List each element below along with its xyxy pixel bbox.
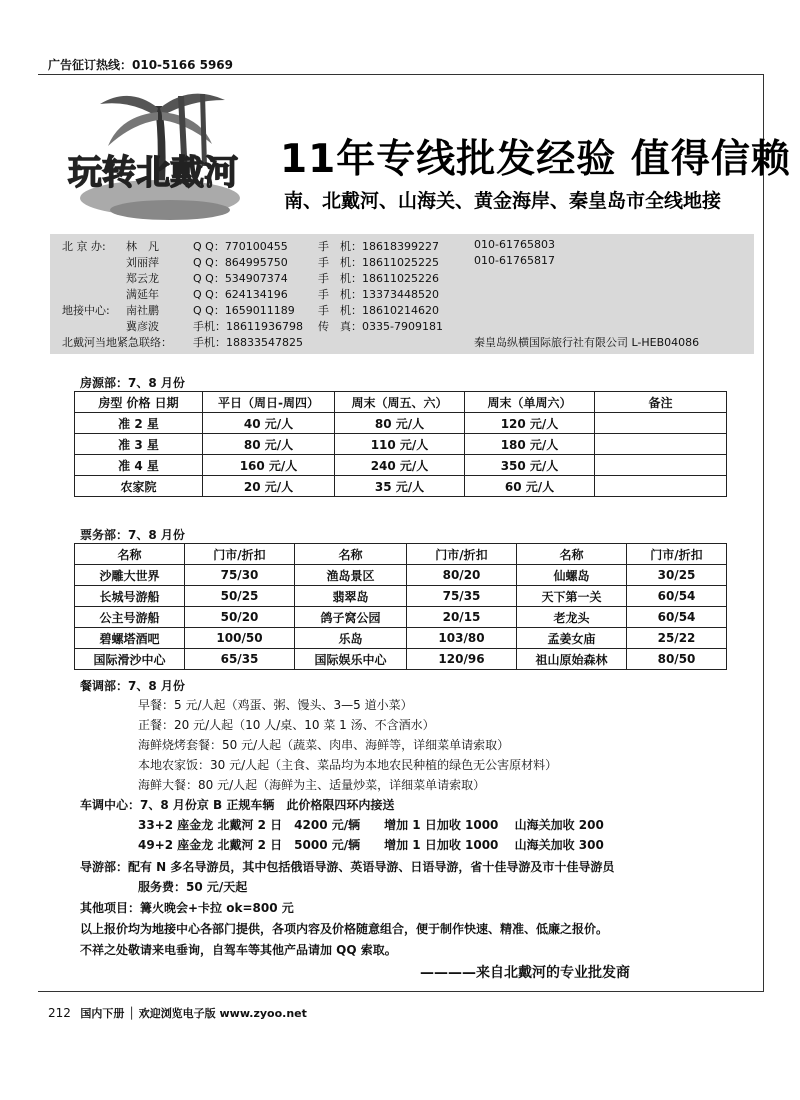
dijie-center-label: 地接中心: xyxy=(62,304,110,317)
table-cell: 60/54 xyxy=(627,586,727,607)
table-cell: 鸽子窝公园 xyxy=(295,607,407,628)
guides-fee: 服务费：50 元/天起 xyxy=(138,880,248,894)
contact-mobile: 手 机：18610214620 xyxy=(318,304,439,317)
page-number: 212 xyxy=(48,1006,71,1020)
contact-mobile: 手 机：18611025225 xyxy=(318,256,439,269)
column-header: 房型 价格 日期 xyxy=(75,392,203,413)
table-cell: 350 元/人 xyxy=(465,455,595,476)
contact-name: 林 凡 xyxy=(126,240,159,253)
table-cell xyxy=(595,455,727,476)
table-cell: 准 3 星 xyxy=(75,434,203,455)
contact-fax: 传 真：0335-7909181 xyxy=(318,320,443,333)
contact-name: 刘丽萍 xyxy=(126,256,159,269)
table-row xyxy=(75,434,727,455)
table-row xyxy=(75,476,727,497)
column-header: 门市/折扣 xyxy=(407,544,517,565)
table-cell: 老龙头 xyxy=(517,607,627,628)
table-cell: 沙雕大世界 xyxy=(75,565,185,586)
table-row xyxy=(75,413,727,434)
column-header: 名称 xyxy=(517,544,627,565)
logo-text: 玩转北戴河 xyxy=(68,153,238,193)
table-cell: 120 元/人 xyxy=(465,413,595,434)
contact-mobile: 手 机：18618399227 xyxy=(318,240,439,253)
vehicle-item: 49+2 座金龙 北戴河 2 日 5000 元/辆 增加 1 日加收 1000 山海关加收 300 xyxy=(138,838,604,852)
table-cell: 国际娱乐中心 xyxy=(295,649,407,670)
pricing-note: 以上报价均为地接中心各部门提供，各项内容及价格随意组合，便于制作快速、精准、低廉之报价。 xyxy=(80,922,609,936)
column-header: 名称 xyxy=(295,544,407,565)
beijing-office-label: 北 京 办: xyxy=(62,240,106,253)
table-cell: 80/50 xyxy=(627,649,727,670)
table-cell xyxy=(595,434,727,455)
column-header: 备注 xyxy=(595,392,727,413)
table-cell: 公主号游船 xyxy=(75,607,185,628)
column-header: 门市/折扣 xyxy=(185,544,295,565)
column-header: 名称 xyxy=(75,544,185,565)
inquiry-note: 不祥之处敬请来电垂询，自驾车等其他产品请加 QQ 索取。 xyxy=(80,943,397,957)
table-cell: 80 元/人 xyxy=(203,434,335,455)
table-cell: 160 元/人 xyxy=(203,455,335,476)
column-header: 平日（周日-周四） xyxy=(203,392,335,413)
contact-name: 冀彦波 xyxy=(126,320,159,333)
contact-qq: Q Q：770100455 xyxy=(193,240,288,253)
emergency-label: 北戴河当地紧急联络： xyxy=(62,336,172,349)
ad-hotline: 广告征订热线：010-5166 5969 xyxy=(48,58,234,72)
table-header-row xyxy=(75,392,727,413)
contact-mobile: 手 机：13373448520 xyxy=(318,288,439,301)
table-cell: 碧螺塔酒吧 xyxy=(75,628,185,649)
dining-title: 餐调部：7、8 月份 xyxy=(80,679,185,693)
dining-item: 海鲜烧烤套餐：50 元/人起（蔬菜、肉串、海鲜等，详细菜单请索取） xyxy=(138,738,510,752)
table-cell xyxy=(595,476,727,497)
table-cell: 渔岛景区 xyxy=(295,565,407,586)
column-header: 门市/折扣 xyxy=(627,544,727,565)
housing-title: 房源部：7、8 月份 xyxy=(80,376,185,390)
table-cell: 天下第一关 xyxy=(517,586,627,607)
company-license: 秦皇岛纵横国际旅行社有限公司 L-HEB04086 xyxy=(474,336,700,349)
slogan-sub: 南、北戴河、山海关、黄金海岸、秦皇岛市全线地接 xyxy=(284,190,722,212)
contact-name: 郑云龙 xyxy=(126,272,159,285)
table-cell: 120/96 xyxy=(407,649,517,670)
table-cell: 65/35 xyxy=(185,649,295,670)
signature: ————来自北戴河的专业批发商 xyxy=(420,965,630,981)
tickets-table xyxy=(74,543,727,670)
palm-tree-icon xyxy=(60,86,260,226)
vehicle-item: 33+2 座金龙 北戴河 2 日 4200 元/辆 增加 1 日加收 1000 山海关加收 200 xyxy=(138,818,604,832)
contact-name: 满延年 xyxy=(126,288,159,301)
contact-tel: 010-61765817 xyxy=(474,254,555,267)
table-cell: 75/35 xyxy=(407,586,517,607)
slogan-main: 11年专线批发经验 值得信赖 xyxy=(280,137,791,182)
dining-item: 本地农家饭：30 元/人起（主食、菜品均为本地农民种植的绿色无公害原材料） xyxy=(138,758,558,772)
table-cell: 25/22 xyxy=(627,628,727,649)
contact-tel: 010-61765803 xyxy=(474,238,555,251)
table-cell: 110 元/人 xyxy=(335,434,465,455)
table-cell: 75/30 xyxy=(185,565,295,586)
contact-qq: Q Q：534907374 xyxy=(193,272,288,285)
table-cell: 30/25 xyxy=(627,565,727,586)
table-cell: 50/25 xyxy=(185,586,295,607)
vehicles-title: 车调中心：7、8 月份京 B 正规车辆 此价格限四环内接送 xyxy=(80,798,395,812)
contact-qq: Q Q：864995750 xyxy=(193,256,288,269)
logo xyxy=(60,86,260,226)
table-cell: 长城号游船 xyxy=(75,586,185,607)
table-cell: 40 元/人 xyxy=(203,413,335,434)
dining-item: 海鲜大餐：80 元/人起（海鲜为主、适量炒菜，详细菜单请索取） xyxy=(138,778,486,792)
table-cell: 100/50 xyxy=(185,628,295,649)
page-footer xyxy=(48,1005,307,1021)
table-cell: 乐岛 xyxy=(295,628,407,649)
table-cell: 翡翠岛 xyxy=(295,586,407,607)
other-projects: 其他项目：篝火晚会+卡拉 ok=800 元 xyxy=(80,901,294,915)
table-cell: 35 元/人 xyxy=(335,476,465,497)
housing-table xyxy=(74,391,727,497)
table-cell xyxy=(595,413,727,434)
table-cell: 50/20 xyxy=(185,607,295,628)
table-cell: 60/54 xyxy=(627,607,727,628)
table-cell: 20 元/人 xyxy=(203,476,335,497)
table-cell: 240 元/人 xyxy=(335,455,465,476)
table-cell: 准 2 星 xyxy=(75,413,203,434)
table-cell: 20/15 xyxy=(407,607,517,628)
table-row xyxy=(75,565,727,586)
contact-mobile: 手机：18611936798 xyxy=(193,320,303,333)
column-header: 周末（周五、六） xyxy=(335,392,465,413)
emergency-mobile: 手机：18833547825 xyxy=(193,336,303,349)
contact-qq: Q Q：1659011189 xyxy=(193,304,295,317)
contact-mobile: 手 机：18611025226 xyxy=(318,272,439,285)
table-header-row xyxy=(75,544,727,565)
guides-title: 导游部：配有 N 多名导游员，其中包括俄语导游、英语导游、日语导游，省十佳导游及市十佳导游员 xyxy=(80,860,615,874)
table-cell: 180 元/人 xyxy=(465,434,595,455)
tickets-title: 票务部：7、8 月份 xyxy=(80,528,185,542)
table-row xyxy=(75,628,727,649)
table-cell: 国际滑沙中心 xyxy=(75,649,185,670)
dining-item: 正餐：20 元/人起（10 人/桌、10 菜 1 汤、不含酒水） xyxy=(138,718,435,732)
table-cell: 80/20 xyxy=(407,565,517,586)
table-cell: 农家院 xyxy=(75,476,203,497)
dining-item: 早餐：5 元/人起（鸡蛋、粥、馒头、3—5 道小菜） xyxy=(138,698,413,712)
table-cell: 祖山原始森林 xyxy=(517,649,627,670)
table-row xyxy=(75,455,727,476)
contact-qq: Q Q：624134196 xyxy=(193,288,288,301)
contact-name: 南社鹏 xyxy=(126,304,159,317)
table-cell: 孟姜女庙 xyxy=(517,628,627,649)
table-cell: 仙螺岛 xyxy=(517,565,627,586)
table-cell: 60 元/人 xyxy=(465,476,595,497)
column-header: 周末（单周六） xyxy=(465,392,595,413)
table-cell: 准 4 星 xyxy=(75,455,203,476)
table-row xyxy=(75,607,727,628)
table-cell: 80 元/人 xyxy=(335,413,465,434)
table-row xyxy=(75,649,727,670)
footer-text: 国内下册 │ 欢迎浏览电子版 www.zyoo.net xyxy=(80,1007,307,1020)
table-row xyxy=(75,586,727,607)
table-cell: 103/80 xyxy=(407,628,517,649)
